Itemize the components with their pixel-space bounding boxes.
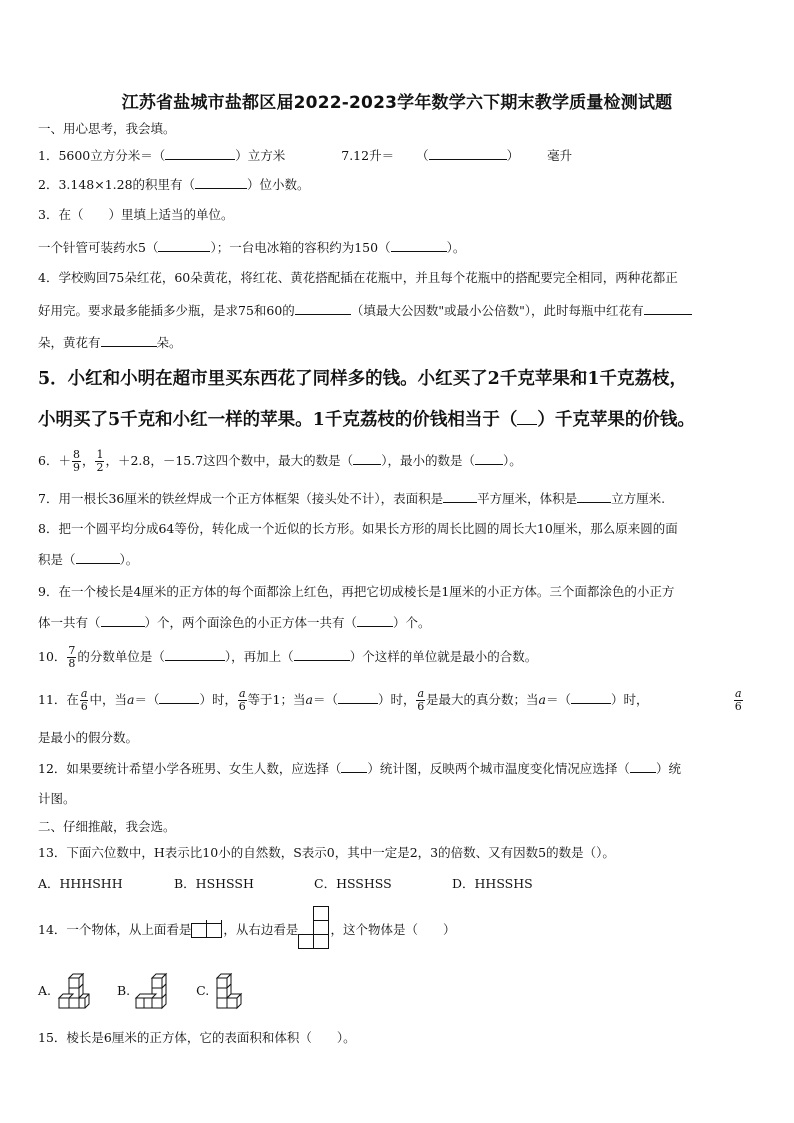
question-4: 4．学校购回75朵红花，60朵黄花，将红花、黄花搭配插在花瓶中，并且每个花瓶中的搭配要完全相同，两种花都正	[38, 270, 678, 285]
question-5-line-2: 小明买了5千克和小红一样的苹果。1千克荔枝的价钱相当于（ ）千克苹果的价钱。	[38, 410, 695, 430]
fraction: $\frac{a}{6}$	[238, 687, 246, 713]
answer-blank[interactable]	[517, 408, 537, 425]
question-7: 7．用一根长36厘米的铁丝焊成一个正方体框架（接头处不计），表面积是 平方厘米，体积是 立方厘米.	[38, 491, 666, 506]
option-a[interactable]: A．HHHSHH	[38, 876, 123, 891]
cube-stack-b-icon[interactable]	[134, 972, 170, 1012]
answer-blank[interactable]	[165, 648, 225, 661]
option-c[interactable]: C．HSSHSS	[314, 876, 392, 891]
answer-blank[interactable]	[101, 614, 145, 627]
question-3: 3．在（ ）里填上适当的单位。	[38, 207, 234, 222]
answer-blank[interactable]	[158, 239, 210, 252]
answer-blank[interactable]	[391, 239, 447, 252]
answer-blank[interactable]	[295, 302, 351, 315]
fraction: $\frac{8}{9}$	[72, 448, 80, 474]
answer-blank[interactable]	[357, 614, 393, 627]
answer-blank[interactable]	[294, 648, 350, 661]
answer-blank[interactable]	[165, 147, 235, 160]
question-14-options	[38, 970, 758, 1012]
answer-blank[interactable]	[101, 334, 157, 347]
fraction: $\frac{7}{8}$	[68, 644, 76, 670]
question-14: 14．一个物体，从上面看是 ，从右边看是 ，这个物体是（ ）	[38, 906, 758, 946]
question-4-line-3: 朵，黄花有 朵。	[38, 335, 182, 350]
question-13: 13．下面六位数中，H表示比10小的自然数，S表示0，其中一定是2，3的倍数、又有因数5的数是（）。	[38, 845, 615, 860]
option-a-label[interactable]: A.	[38, 983, 52, 998]
question-10: 10． $\frac{7}{8}$ 的分数单位是（ ），再加上（ ）个这样的单位就是最小的合数。	[38, 644, 538, 670]
answer-blank[interactable]	[644, 302, 692, 315]
answer-blank[interactable]	[630, 760, 656, 773]
answer-blank[interactable]	[429, 147, 507, 160]
answer-blank[interactable]	[577, 490, 611, 503]
option-b-label[interactable]: B.	[116, 983, 131, 998]
question-1: 1．5600立方分米＝（ ）立方米 7.12升＝ （ ） 毫升	[38, 148, 573, 163]
answer-blank[interactable]	[159, 691, 199, 704]
answer-blank[interactable]	[443, 490, 477, 503]
question-12-line-2: 计图。	[38, 791, 76, 806]
top-view-icon	[191, 920, 223, 938]
question-13-options	[38, 876, 758, 892]
answer-blank[interactable]	[353, 452, 381, 465]
question-11: 11．在 $\frac{a}{6}$ 中，当a＝（ ）时， $\frac{a}{6}$ 等于1；当a＝（ ）时， $\frac{a}{6}$ 是最大的真分数；当a＝（ ）时，	[38, 687, 649, 713]
question-4-line-2: 好用完。要求最多能插多少瓶，是求75和60的 （填最大公因数"或最小公倍数"），此时每瓶中红花有	[38, 302, 758, 319]
question-2: 2．3.148×1.28的积里有（ ）位小数。	[38, 177, 310, 192]
fraction-end-of-line: $\frac{a}{6}$	[734, 687, 742, 713]
answer-blank[interactable]	[338, 691, 378, 704]
question-9: 9．在一个棱长是4厘米的正方体的每个面都涂上红色，再把它切成棱长是1厘米的小正方体。三个面都涂色的小正方	[38, 584, 675, 599]
section-heading-1: 一、用心思考，我会填。	[38, 121, 176, 136]
right-view-icon	[298, 906, 330, 950]
answer-blank[interactable]	[475, 452, 503, 465]
question-3-items: 一个针管可装药水5（ ）；一台电冰箱的容积约为150（ ）。	[38, 240, 466, 255]
question-11-line-2: 是最小的假分数。	[38, 730, 139, 745]
answer-blank[interactable]	[76, 551, 120, 564]
option-b[interactable]: B．HSHSSH	[174, 876, 254, 891]
question-5: 5．小红和小明在超市里买东西花了同样多的钱。小红买了2千克苹果和1千克荔枝，	[38, 369, 688, 389]
question-8: 8．把一个圆平均分成64等份，转化成一个近似的长方形。如果长方形的周长比圆的周长大10厘米，那么原来圆的面	[38, 521, 678, 536]
option-c-label[interactable]: C.	[196, 983, 210, 998]
answer-blank[interactable]	[571, 691, 611, 704]
option-d[interactable]: D．HHSSHS	[452, 876, 533, 891]
question-15: 15．棱长是6厘米的正方体，它的表面积和体积（ ）。	[38, 1030, 356, 1045]
answer-blank[interactable]	[195, 176, 247, 189]
section-heading-2: 二、仔细推敲，我会选。	[38, 819, 176, 834]
question-9-line-2: 体一共有（ ）个，两个面涂色的小正方体一共有（ ）个。	[38, 615, 431, 630]
page-title: 江苏省盐城市盐都区届2022-2023学年数学六下期末教学质量检测试题	[121, 93, 673, 113]
fraction: $\frac{a}{6}$	[80, 687, 88, 713]
question-6: 6．＋ $\frac{8}{9}$ ， $\frac{1}{2}$ ，＋2.8，－15.7这四个数中，最大的数是（ ），最小的数是（ ）。	[38, 448, 522, 474]
fraction: $\frac{a}{6}$	[417, 687, 425, 713]
question-8-line-2: 积是（ ）。	[38, 552, 139, 567]
question-12: 12．如果要统计希望小学各班男、女生人数，应选择（ ）统计图，反映两个城市温度变化情况应选择（ ）统	[38, 761, 681, 776]
cube-stack-a-icon[interactable]	[55, 972, 91, 1012]
fraction: $\frac{1}{2}$	[96, 448, 104, 474]
cube-stack-c-icon[interactable]	[213, 972, 249, 1012]
answer-blank[interactable]	[341, 760, 367, 773]
